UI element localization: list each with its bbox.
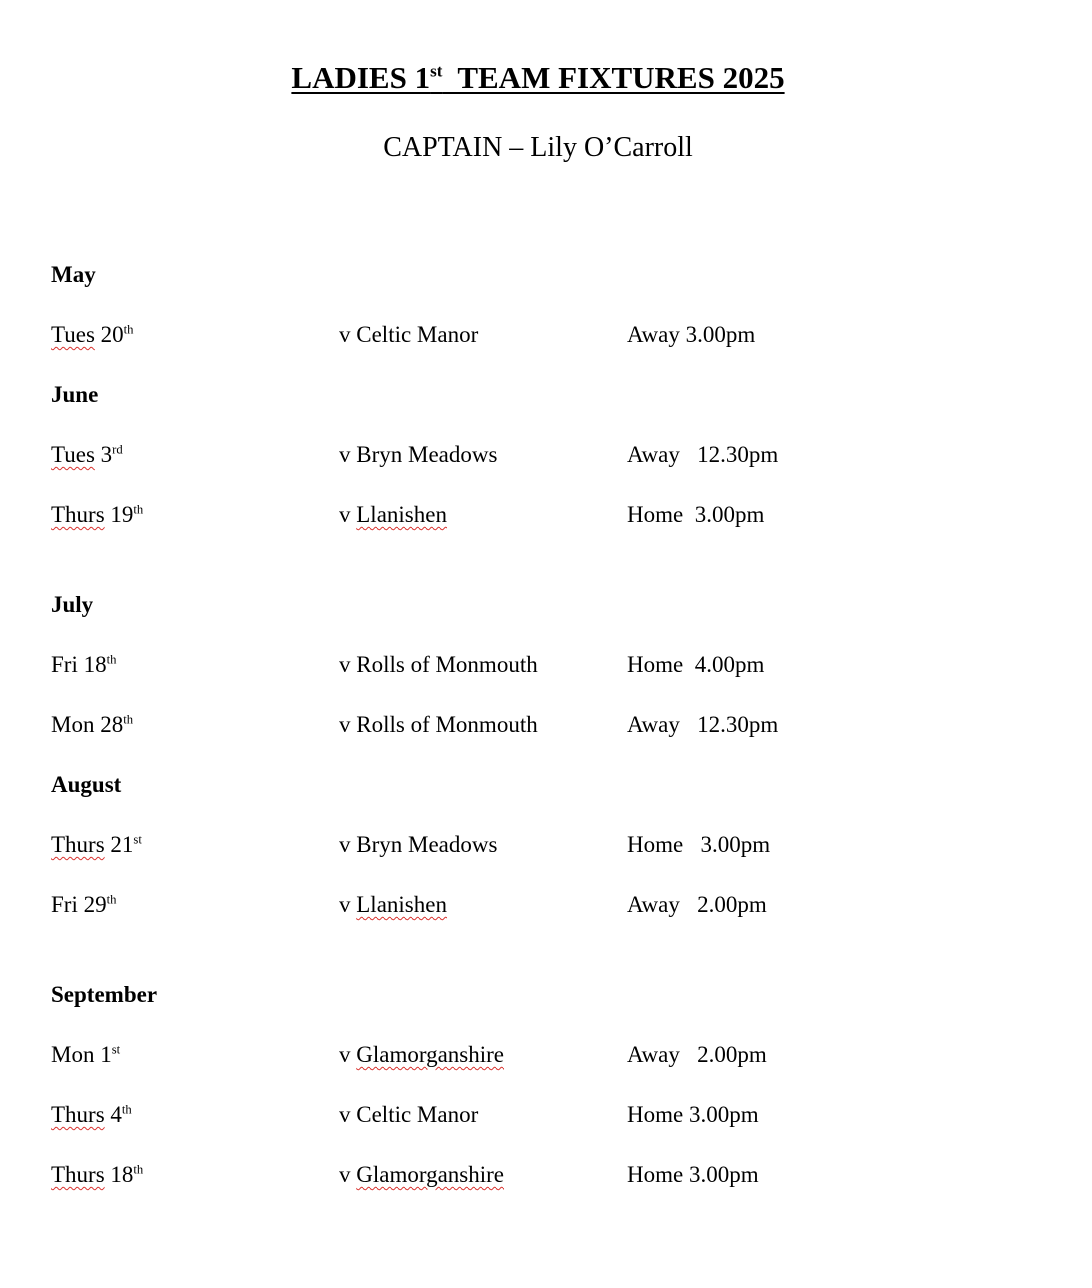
fixture-opponent: [339, 1160, 504, 1190]
fixture-day: Fri: [51, 892, 78, 917]
fixture-opponent-name: Celtic Manor: [356, 322, 479, 347]
month-heading-july: July: [51, 592, 94, 617]
fixture-day-suffix: th: [106, 652, 117, 667]
month-heading-august: August: [51, 772, 122, 797]
fixture-row: [0, 440, 1092, 470]
fixture-row: [0, 500, 1092, 530]
fixture-day-suffix: st: [111, 1042, 121, 1057]
fixture-day: Thurs: [51, 502, 105, 527]
fixture-day-number: 3: [100, 442, 113, 467]
fixture-versus: v: [339, 1162, 357, 1187]
fixture-opponent: [339, 650, 538, 680]
fixture-day-number: 29: [83, 892, 107, 917]
fixture-date: [51, 890, 116, 920]
fixture-versus: v: [339, 322, 357, 347]
fixture-day-suffix: st: [133, 832, 142, 847]
fixture-day-suffix: th: [133, 1162, 144, 1177]
fixture-versus: v: [339, 832, 357, 857]
fixture-day-number: 18: [83, 652, 107, 677]
fixture-versus: v: [339, 502, 357, 527]
fixture-opponent-name: Rolls of Monmouth: [356, 652, 538, 677]
fixture-versus: v: [339, 1042, 357, 1067]
fixture-date: [51, 320, 134, 350]
title-suffix: st: [430, 61, 443, 81]
fixture-date: [51, 1040, 120, 1070]
fixture-opponent-name: Glamorganshire: [356, 1042, 505, 1067]
fixture-row: [0, 1040, 1092, 1070]
fixture-opponent-name: Celtic Manor: [356, 1102, 479, 1127]
fixture-day: Tues: [51, 322, 95, 347]
captain-line: CAPTAIN – Lily O’Carroll: [383, 132, 693, 163]
fixture-venue: Away 3.00pm: [627, 322, 756, 347]
fixture-versus: v: [339, 892, 357, 917]
fixture-venue: Home 3.00pm: [627, 502, 765, 527]
fixture-day-suffix: rd: [112, 442, 123, 457]
title-prefix: LADIES 1: [291, 60, 431, 95]
title-rest: TEAM FIXTURES 2025: [442, 60, 785, 95]
month-heading-september: September: [51, 982, 158, 1007]
fixture-opponent: [339, 1100, 478, 1130]
fixture-date: [51, 1160, 143, 1190]
fixture-opponent: [339, 710, 538, 740]
fixture-opponent: [339, 440, 497, 470]
fixture-row: [0, 710, 1092, 740]
page-title: [0, 58, 1076, 98]
fixture-day: Mon: [51, 712, 95, 737]
fixture-opponent: [339, 830, 497, 860]
fixture-day-number: 21: [110, 832, 134, 857]
fixture-versus: v: [339, 442, 357, 467]
fixture-opponent-name: Llanishen: [356, 502, 447, 527]
fixture-day-suffix: th: [133, 502, 144, 517]
fixture-day-number: 18: [110, 1162, 134, 1187]
fixture-date: [51, 440, 123, 470]
fixture-venue: Home 3.00pm: [627, 1162, 759, 1187]
fixture-day-suffix: th: [121, 1102, 132, 1117]
fixture-opponent-name: Glamorganshire: [356, 1162, 505, 1187]
fixture-versus: v: [339, 652, 357, 677]
month-heading-june: June: [51, 382, 99, 407]
fixture-row: [0, 1100, 1092, 1130]
fixture-opponent-name: Llanishen: [356, 892, 447, 917]
fixture-venue: Away 2.00pm: [627, 1042, 767, 1067]
month-heading-may: May: [51, 262, 96, 287]
fixture-day-number: 4: [110, 1102, 122, 1127]
fixture-day: Tues: [51, 442, 95, 467]
fixture-opponent: [339, 320, 478, 350]
fixture-opponent: [339, 1040, 504, 1070]
fixture-opponent-name: Bryn Meadows: [356, 442, 498, 467]
fixture-day-number: 20: [100, 322, 124, 347]
fixture-date: [51, 650, 116, 680]
fixture-venue: Away 12.30pm: [627, 442, 779, 467]
fixture-row: [0, 890, 1092, 920]
fixture-venue: Away 2.00pm: [627, 892, 767, 917]
fixture-venue: Home 3.00pm: [627, 832, 771, 857]
fixture-versus: v: [339, 1102, 357, 1127]
fixture-day: Thurs: [51, 1102, 105, 1127]
fixture-day-number: 19: [110, 502, 134, 527]
fixture-versus: v: [339, 712, 357, 737]
fixture-date: [51, 710, 133, 740]
fixture-day-number: 1: [100, 1042, 112, 1067]
fixture-venue: Home 4.00pm: [627, 652, 765, 677]
fixture-opponent-name: Rolls of Monmouth: [356, 712, 538, 737]
fixture-row: [0, 1160, 1092, 1190]
fixture-day-suffix: th: [106, 892, 117, 907]
fixture-row: [0, 320, 1092, 350]
fixture-date: [51, 500, 143, 530]
fixture-date: [51, 1100, 132, 1130]
fixture-row: [0, 650, 1092, 680]
fixture-day: Thurs: [51, 832, 105, 857]
fixture-opponent: [339, 500, 447, 530]
fixture-day-suffix: th: [123, 322, 134, 337]
fixture-opponent-name: Bryn Meadows: [356, 832, 498, 857]
fixture-venue: Home 3.00pm: [627, 1102, 759, 1127]
fixture-date: [51, 830, 142, 860]
fixture-opponent: [339, 890, 447, 920]
fixture-day: Thurs: [51, 1162, 105, 1187]
fixture-day: Fri: [51, 652, 78, 677]
fixture-day-number: 28: [100, 712, 124, 737]
fixture-day-suffix: th: [123, 712, 134, 727]
fixture-day: Mon: [51, 1042, 95, 1067]
fixture-venue: Away 12.30pm: [627, 712, 779, 737]
fixture-row: [0, 830, 1092, 860]
